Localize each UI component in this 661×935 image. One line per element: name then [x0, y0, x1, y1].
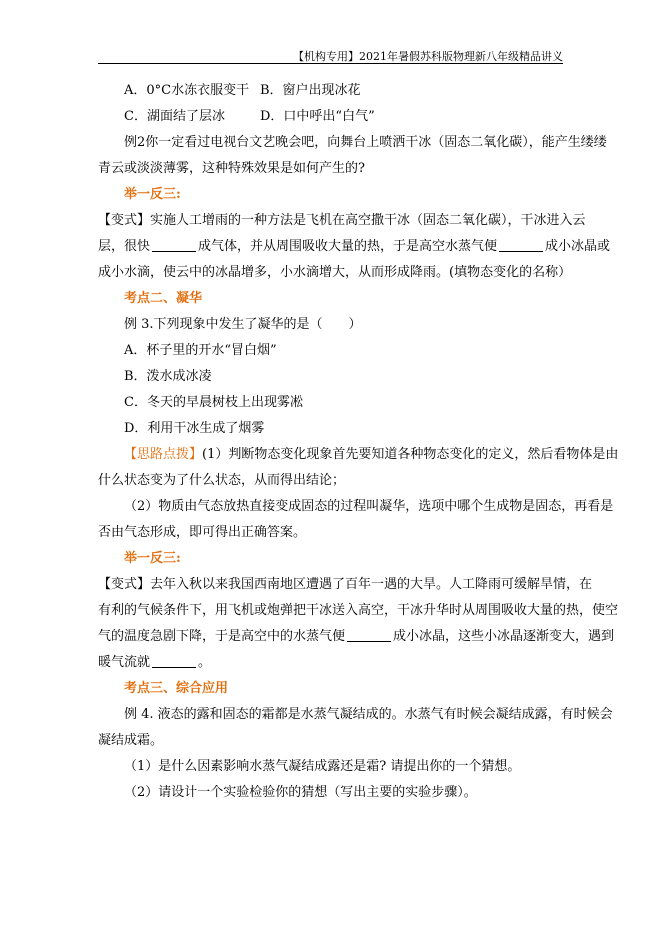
practice1-line1: 【变式】实施人工增雨的一种方法是飞机在高空撒干冰（固态二氧化碳），干冰进入云 — [98, 213, 586, 228]
topic2-heading — [98, 286, 564, 312]
topic2-heading-text: 考点二、凝华 — [124, 291, 203, 306]
practice2-line1: 【变式】去年入秋以来我国西南地区遭遇了百年一遇的大旱。人工降雨可缓解旱情，在 — [98, 577, 593, 592]
options-row-ab — [98, 78, 564, 104]
practice1-line2-b: 成气体，并从周围吸收大量的热，于是高空水蒸气便 — [198, 239, 498, 254]
answer-blank — [347, 627, 391, 642]
example3-question: 例 3.下列现象中发生了凝华的是（ ） — [124, 317, 362, 332]
example3-option-a: A．杯子里的开水“冒白烟” — [124, 343, 277, 358]
analysis-line4: 否由气态形成，即可得出正确答案。 — [98, 525, 307, 540]
option-c: C．湖面结了层冰 — [124, 109, 225, 124]
answer-blank — [152, 653, 196, 668]
option-d: D．口中呼出“白气” — [260, 109, 375, 124]
practice1-line3: 成小水滴，使云中的冰晶增多，小水滴增大，从而形成降雨。(填物态变化的名称） — [98, 265, 572, 280]
practice1-heading-text: 举一反三: — [124, 187, 181, 202]
analysis-line2: 什么状态变为了什么状态，从而得出结论； — [98, 473, 346, 488]
example2-line2: 青云或淡淡薄雾，这种特殊效果是如何产生的? — [98, 161, 365, 176]
example2-line1: 例2你一定看过电视台文艺晚会吧，向舞台上喷洒干冰（固态二氧化碳），能产生缕缕 — [124, 135, 607, 150]
practice2-line2: 有利的气候条件下，用飞机或炮弹把干冰送入高空，干冰升华时从周围吸收大量的热，使空 — [98, 603, 619, 618]
practice2-heading-text: 举一反三: — [124, 551, 181, 566]
example3-option-d: D．利用干冰生成了烟雾 — [124, 421, 265, 436]
practice1-line2-c: 成小冰晶或 — [545, 239, 611, 254]
analysis-line1-text: (1）判断物态变化现象首先要知道各种物态变化的定义，然后看物体是由 — [202, 447, 619, 462]
example4-line2: 凝结成霜。 — [98, 733, 164, 748]
option-b: B．窗户出现冰花 — [260, 83, 361, 98]
options-row-cd — [98, 104, 564, 130]
example4-line1: 例 4. 液态的露和固态的霜都是水蒸气凝结成的。水蒸气有时候会凝结成露，有时候会 — [124, 707, 613, 722]
topic3-heading — [98, 676, 564, 702]
example4-q2: （2）请设计一个实验检验你的猜想（写出主要的实验步骤）。 — [124, 785, 477, 800]
practice2-line3-b: 成小冰晶，这些小冰晶逐渐变大，遇到 — [393, 629, 615, 644]
practice2-line4 — [98, 650, 564, 676]
analysis-line1 — [98, 442, 619, 468]
example4-q1: （1）是什么因素影响水蒸气凝结成露还是霜? 请提出你的一个猜想。 — [124, 759, 521, 774]
practice2-line4-b: 。 — [198, 655, 212, 670]
example3-option-c: C．冬天的早晨树枝上出现雾凇 — [124, 395, 303, 410]
practice1-line2 — [98, 234, 611, 260]
answer-blank — [499, 237, 543, 252]
analysis-label: 【思路点拨】 — [124, 447, 203, 462]
page-content — [98, 78, 619, 806]
header-divider — [98, 63, 563, 64]
practice1-line2-a: 层，很快 — [98, 239, 151, 254]
practice2-heading — [98, 546, 564, 572]
practice2-line3 — [98, 624, 615, 650]
practice2-line3-a: 气的温度急剧下降，于是高空中的水蒸气便 — [98, 629, 346, 644]
option-a: A．0°C水冻衣服变干 — [124, 83, 250, 98]
analysis-line3: （2）物质由气态放热直接变成固态的过程叫凝华，选项中哪个生成物是固态，再看是 — [124, 499, 614, 514]
answer-blank — [152, 237, 196, 252]
example3-option-b: B．泼水成冰凌 — [124, 369, 212, 384]
topic3-heading-text: 考点三、综合应用 — [124, 681, 229, 696]
header-title: 【机构专用】2021年暑假苏科版物理新八年级精品讲义 — [293, 50, 563, 63]
practice1-heading — [98, 182, 564, 208]
practice2-line4-a: 暖气流就 — [98, 655, 151, 670]
